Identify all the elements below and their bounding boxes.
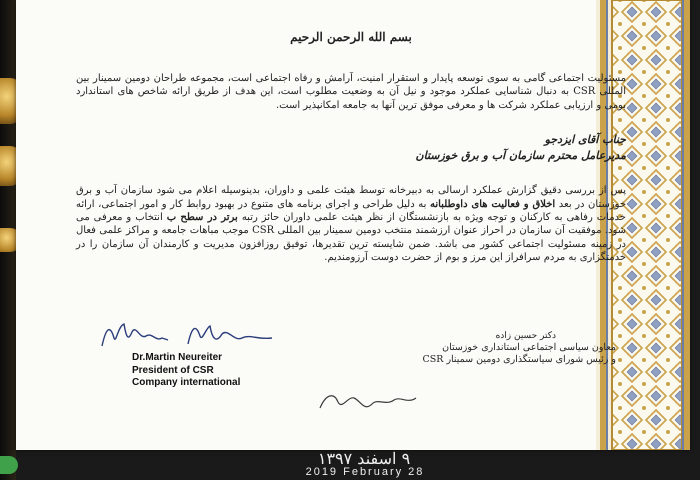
left-signatory-title-1: President of CSR — [132, 364, 214, 376]
left-signatory-name: Dr.Martin Neureiter — [132, 352, 223, 363]
addressee-title: مدیرعامل محترم سازمان آب و برق خوزستان — [415, 149, 626, 163]
body-bold-rank: برتر در سطح ب — [166, 212, 238, 224]
addressee-block — [76, 132, 626, 164]
right-signatory-name: دکتر حسین زاده — [495, 331, 556, 341]
right-signatory-title-1: معاون سیاسی اجتماعی استانداری خوزستان — [442, 342, 616, 353]
left-signature-block — [96, 318, 296, 390]
body-bold-category: اخلاق و فعالیت های داوطلبانه — [429, 198, 556, 210]
certificate-paper — [16, 0, 690, 450]
handwritten-signature-left — [96, 318, 286, 352]
certificate-body — [76, 30, 626, 265]
body-text-middle: به دلیل طراحی و اجرای برنامه های متنوع در بهبود روابط کار و امور اجتماعی، ارائه خدمات رفاهی به کارکنان و توجه ویژه به بازنشستگان — [76, 198, 626, 224]
addressee-name: جناب آقای ایزدجو — [544, 133, 626, 147]
body-text-start: پس از بررسی دقیق گزارش عملکرد ارسالی به دبیرخانه توسط هیئت علمی و داوران، بدینوسیله اعلام می شود سازمان آب و برق خوزستان در بعد — [76, 185, 627, 210]
green-ornament — [0, 456, 18, 474]
gregorian-date: 2019 February 28 — [305, 466, 425, 478]
persian-date: ۹ اسفند ۱۳۹۷ — [317, 449, 411, 468]
main-paragraph — [76, 184, 626, 264]
right-signatory-title-2: و رئیس شورای سیاستگذاری دومین سمینار CSR — [422, 354, 616, 365]
handwritten-signature-right — [312, 386, 422, 418]
intro-paragraph: مسئولیت اجتماعی گامی به سوی توسعه پایدار و استقرار امنیت، آرامش و رفاه اجتماعی است، مجموعه طراحان دومین سمینار بین المللی CSR به دنبال شناسایی عملکرد موجود و نیل آن به وضعیت مطلوب است، این هدف از طریق ارائه شاخص های استاندارد بومی و ارزیابی عملکرد شرکت ها و معرفی موفق ترین آنها به جامعه امکانپذیر است. — [76, 73, 626, 111]
bismillah-heading: بسم الله الرحمن الرحیم — [290, 30, 412, 44]
body-text-rank-intro: از نظر هیئت علمی داوران حائز رتبه — [241, 212, 395, 224]
body-text-end: انتخاب و معرفی می شود. موفقیت آن سازمان در احراز عنوان ارزشمند منتخب دومین سمینار بین المللی CSR موجب مباهات جامعه و مراکز علمی فعال در زمینه مسئولیت اجتماعی کشور می باشد. ضمن شایسته ترین تقدیرها، توفیق روزافزون مدیریت و کارمندان آن سازمان را در خدمتگزاری به مردم سرافراز این مرز و بوم از حضرت دوست آرزومندیم. — [76, 212, 626, 264]
right-signature-block — [316, 330, 616, 366]
left-signatory-title-2: Company international — [132, 377, 241, 388]
